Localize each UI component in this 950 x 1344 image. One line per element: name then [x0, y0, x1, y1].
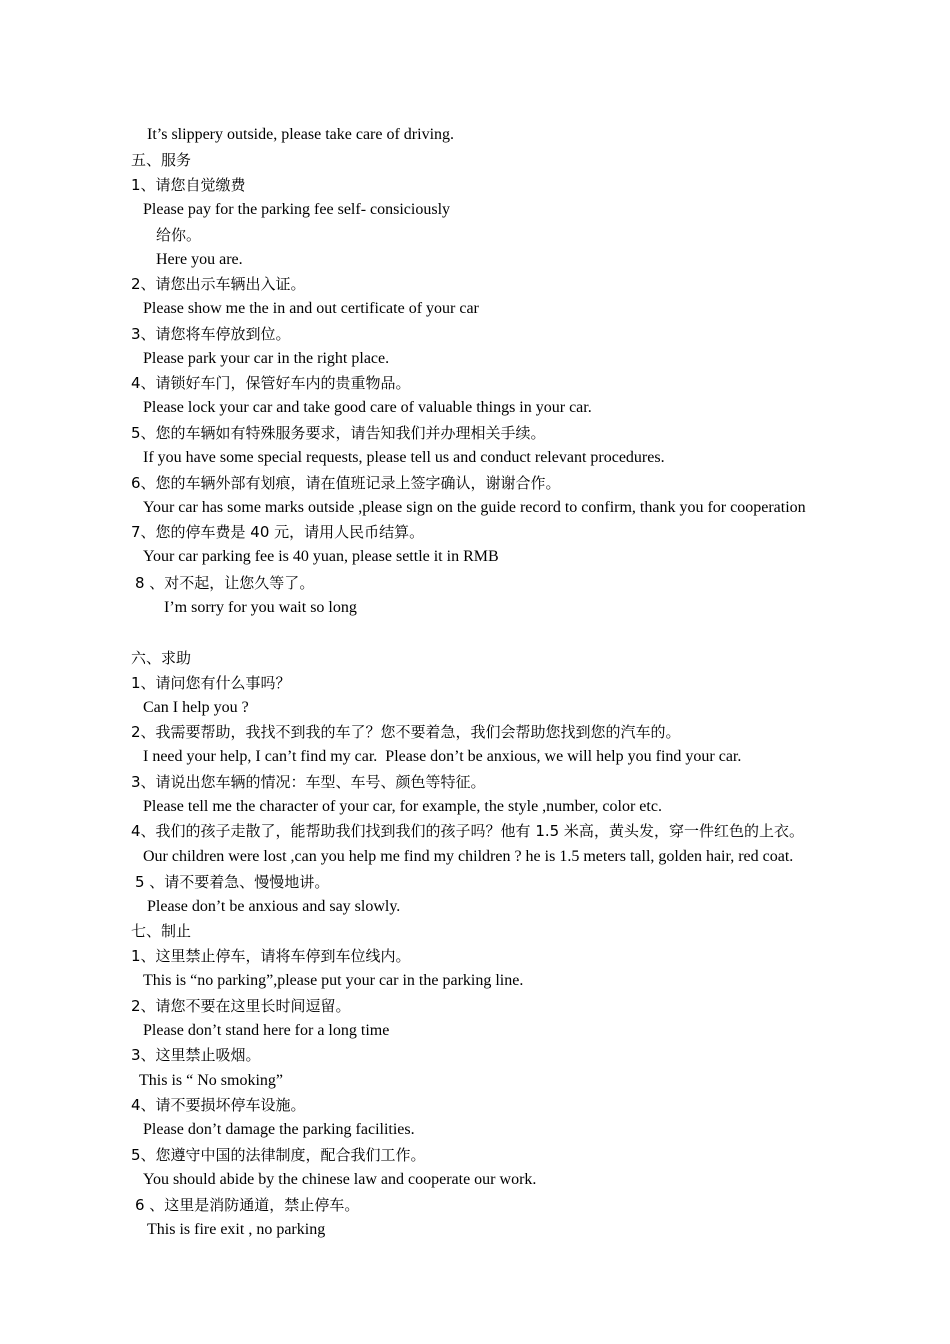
text-line: Please don’t be anxious and say slowly.: [147, 898, 401, 915]
text-line: Please show me the in and out certificate of your car: [143, 300, 479, 317]
text-line: Our children were lost ,can you help me find my children ? he is 1.5 meters tall, golden hair, red coat.: [143, 848, 794, 865]
text-line: 5 、请不要着急、慢慢地讲。: [135, 873, 330, 891]
text-line: 3、请您将车停放到位。: [131, 325, 291, 343]
text-line: I need your help, I can’t find my car. Please don’t be anxious, we will help you find your car.: [143, 748, 742, 765]
text-line: Your car parking fee is 40 yuan, please settle it in RMB: [143, 548, 499, 565]
text-line: 4、请不要损坏停车设施。: [131, 1096, 306, 1114]
text-line: This is fire exit , no parking: [147, 1221, 326, 1238]
text-line: 1、请您自觉缴费: [131, 176, 246, 194]
text-line: Please tell me the character of your car, for example, the style ,number, color etc.: [143, 798, 662, 815]
text-line: 6、您的车辆外部有划痕，请在值班记录上签字确认，谢谢合作。: [131, 474, 561, 492]
text-line: 2、请您不要在这里长时间逗留。: [131, 997, 351, 1015]
text-line: Please lock your car and take good care of valuable things in your car.: [143, 399, 592, 416]
text-line: 3、请说出您车辆的情况：车型、车号、颜色等特征。: [131, 773, 486, 791]
text-line: 5、您的车辆如有特殊服务要求，请告知我们并办理相关手续。: [131, 424, 546, 442]
text-line: 2、我需要帮助，我找不到我的车了？您不要着急，我们会帮助您找到您的汽车的。: [131, 723, 681, 741]
text-line: 1、请问您有什么事吗？: [131, 674, 291, 692]
text-line: 4、请锁好车门，保管好车内的贵重物品。: [131, 374, 411, 392]
text-line: Please park your car in the right place.: [143, 350, 390, 367]
text-line: 6 、这里是消防通道，禁止停车。: [135, 1196, 360, 1214]
text-line: 3、这里禁止吸烟。: [131, 1046, 261, 1064]
text-line: This is “ No smoking”: [139, 1072, 283, 1089]
text-line: Your car has some marks outside ,please sign on the guide record to confirm, thank you for cooperation: [143, 499, 806, 516]
text-line: 4、我们的孩子走散了，能帮助我们找到我们的孩子吗？他有 1.5 米高，黄头发，穿一件红色的上衣。: [131, 822, 804, 840]
text-line: This is “no parking”,please put your car in the parking line.: [143, 972, 524, 989]
text-line: Here you are.: [156, 251, 243, 268]
text-line: Please pay for the parking fee self- consiciously: [143, 201, 451, 218]
text-line: 1、这里禁止停车，请将车停到车位线内。: [131, 947, 411, 965]
text-line: Please don’t stand here for a long time: [143, 1022, 390, 1039]
text-line: 给你。: [156, 226, 202, 244]
text-line: Please don’t damage the parking facilities.: [143, 1121, 415, 1138]
text-line: Can I help you ?: [143, 699, 249, 716]
section-heading: 六、求助: [131, 649, 192, 667]
text-line: 5、您遵守中国的法律制度，配合我们工作。: [131, 1146, 426, 1164]
text-line: 7、您的停车费是 40 元，请用人民币结算。: [131, 523, 425, 541]
text-line: 2、请您出示车辆出入证。: [131, 275, 306, 293]
text-line: 8 、对不起，让您久等了。: [135, 574, 315, 592]
text-line: I’m sorry for you wait so long: [164, 599, 357, 616]
section-heading: 五、服务: [131, 151, 192, 169]
section-heading: 七、制止: [131, 922, 192, 940]
text-line: It’s slippery outside, please take care of driving.: [147, 126, 455, 143]
text-line: You should abide by the chinese law and cooperate our work.: [143, 1171, 537, 1188]
text-line: If you have some special requests, please tell us and conduct relevant procedures.: [143, 449, 665, 466]
